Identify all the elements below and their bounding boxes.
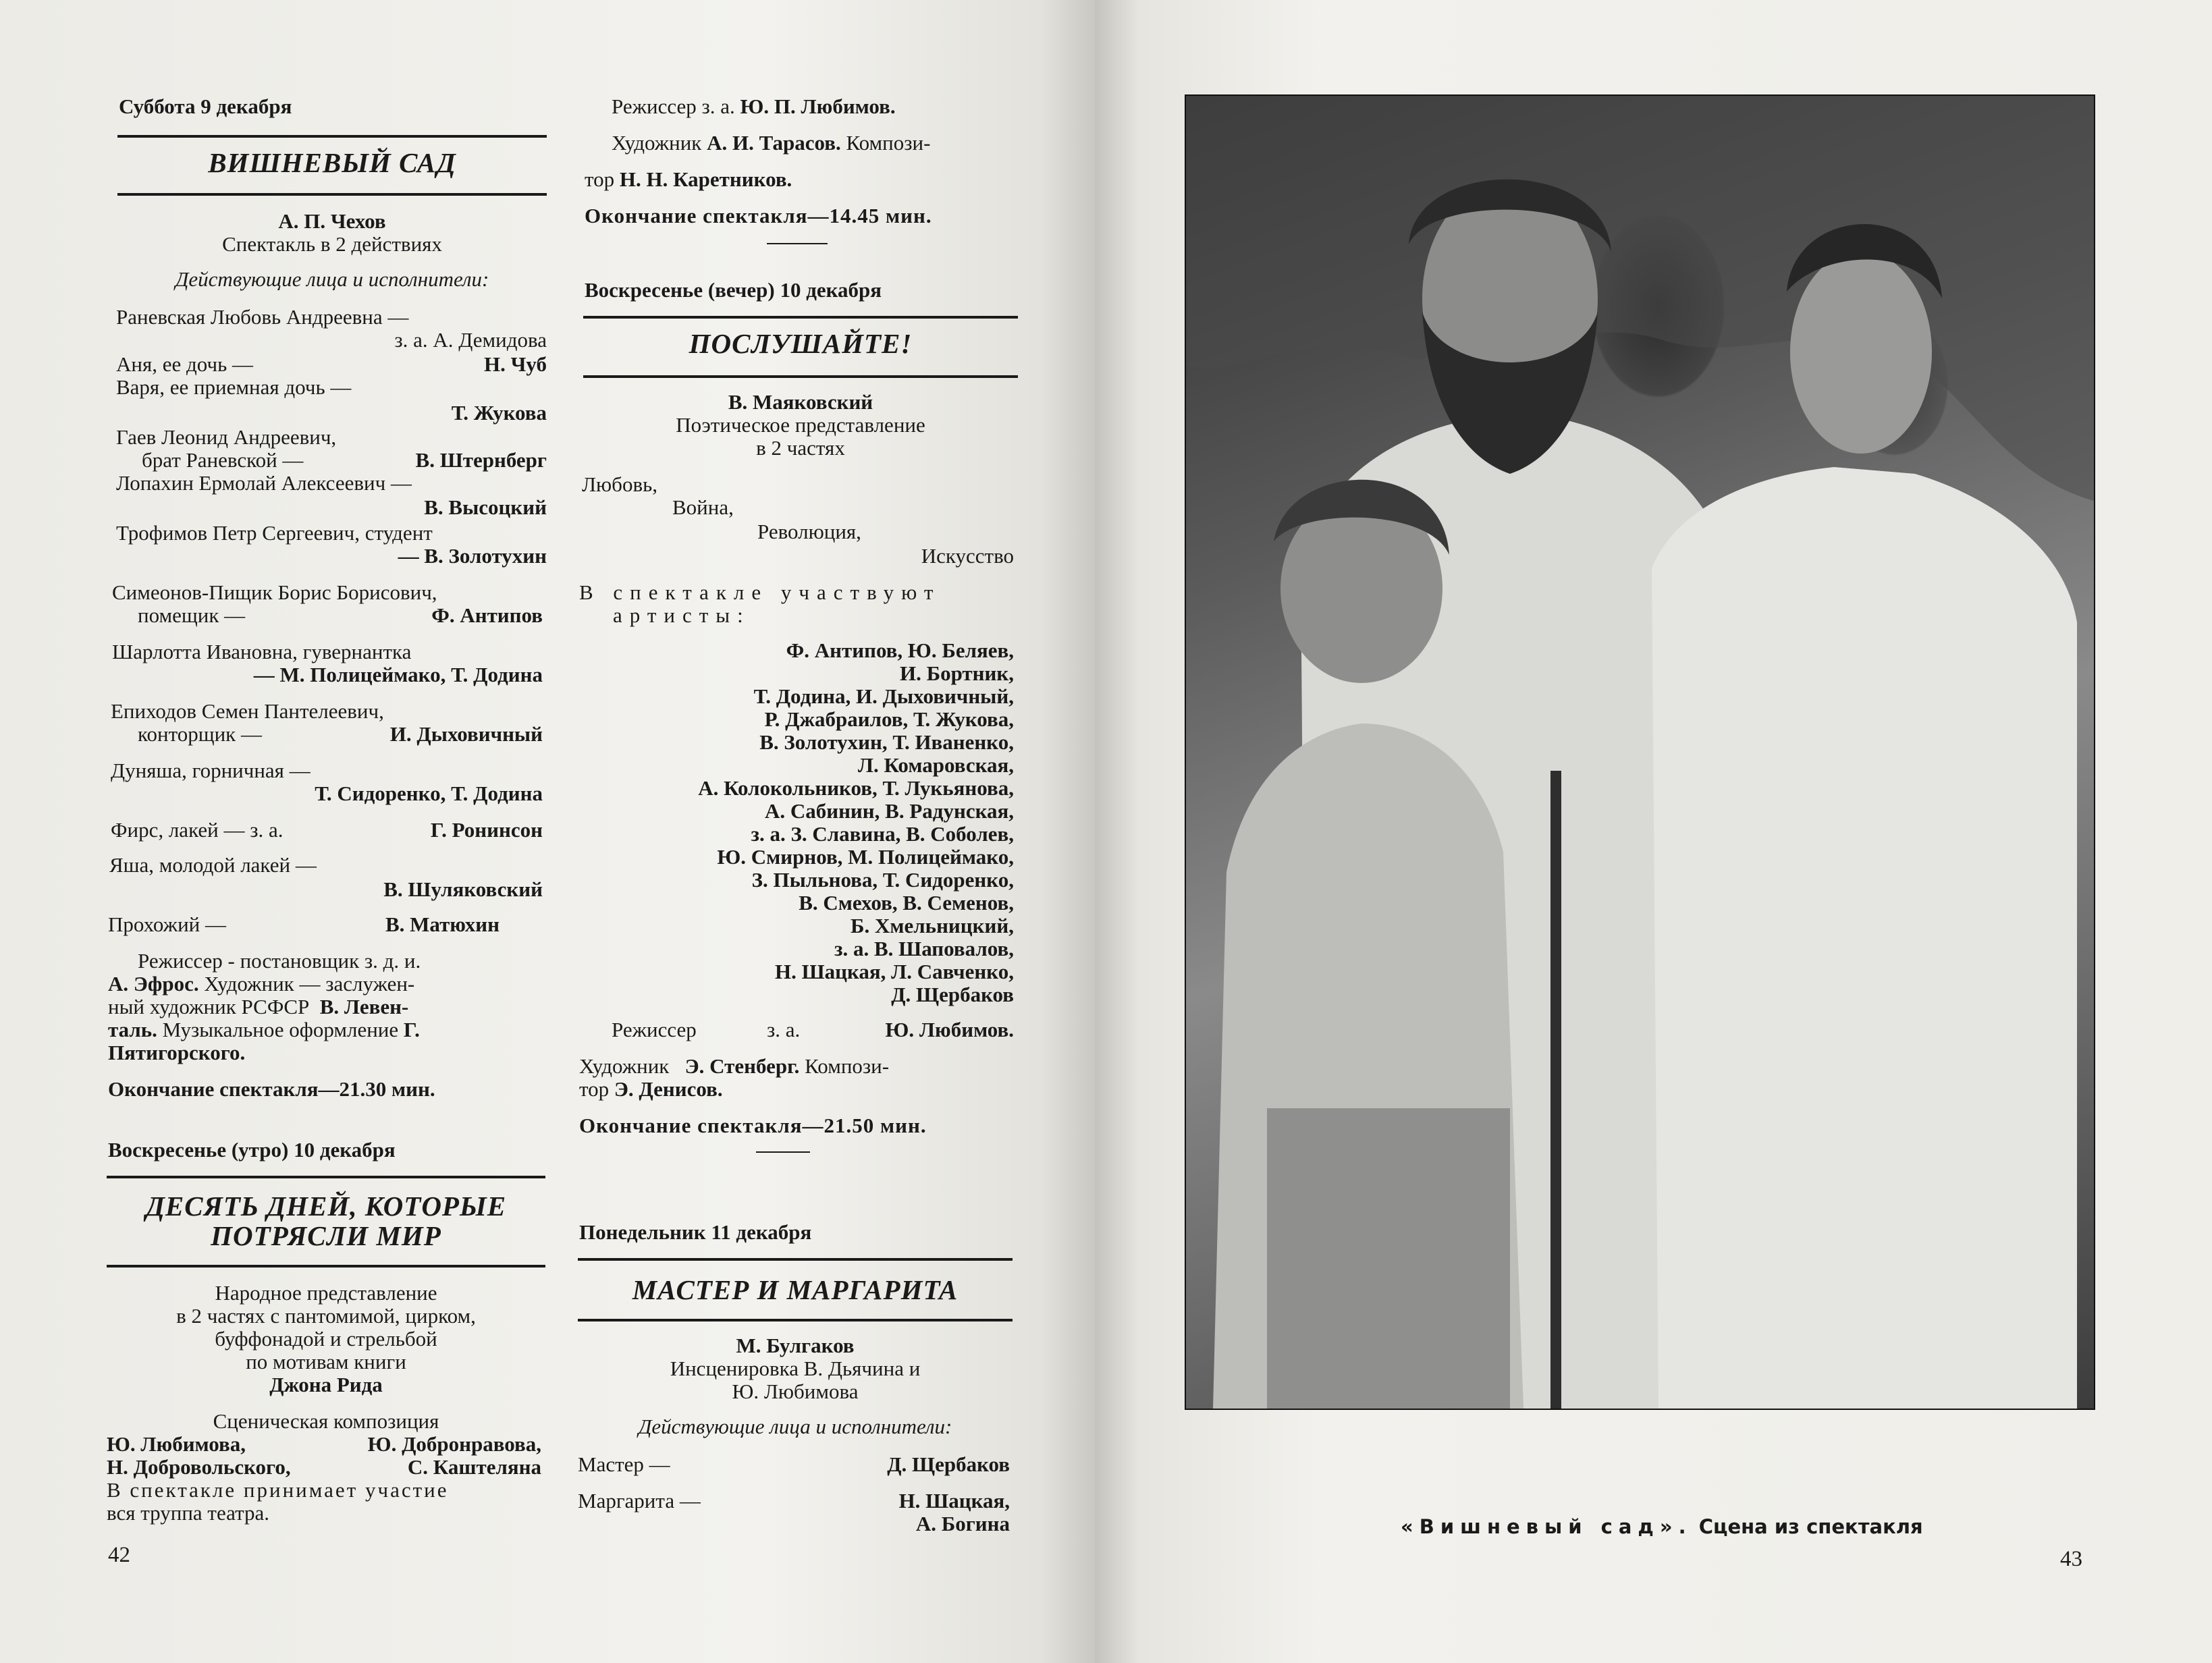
credit-name: Э. Стенберг.: [684, 1054, 800, 1078]
credit-text: Музыкальное оформление: [162, 1018, 399, 1041]
play-author: В. Маяковский: [728, 390, 873, 414]
credit-line: [612, 131, 930, 155]
role: Трофимов Петр Сергеевич, студент: [116, 521, 433, 545]
participants-line: Д. Щербаков: [891, 983, 1014, 1006]
credit-text: Режиссер - постановщик з. д. и.: [138, 949, 421, 973]
short-divider: [767, 243, 828, 244]
role: Шарлотта Ивановна, гувернантка: [112, 640, 412, 663]
credit-name: Пятигорского.: [108, 1041, 246, 1064]
actor: Н. Чуб: [484, 352, 547, 376]
participants-heading: артисты:: [613, 603, 751, 627]
credit-text: Художник: [612, 131, 702, 155]
play-desc: по мотивам книги: [246, 1350, 406, 1373]
credit-name: А. И. Тарасов.: [707, 131, 841, 155]
credit-line: [108, 1018, 420, 1042]
composition-heading: Сценическая композиция: [213, 1409, 439, 1433]
actor: И. Дыховичный: [389, 722, 543, 746]
credit-text: з. а.: [767, 1018, 801, 1041]
composition-text: вся труппа театра.: [107, 1501, 270, 1525]
actor: В. Шуляковский: [383, 877, 543, 901]
play-desc-author: Джона Рида: [269, 1373, 383, 1396]
divider: [107, 1265, 545, 1267]
participants-line: Р. Джабраилов, Т. Жукова,: [764, 707, 1014, 731]
stage-photo: [1185, 94, 2095, 1410]
day-heading: Суббота 9 декабря: [119, 94, 292, 118]
composition-name: С. Каштеляна: [407, 1455, 541, 1479]
role: Раневская Любовь Андреевна —: [116, 305, 409, 329]
credit-name: Н. Н. Каретников.: [619, 167, 792, 191]
actor: — В. Золотухин: [398, 544, 547, 568]
credit-line: [579, 1054, 889, 1079]
credit-text: Художник: [579, 1054, 670, 1078]
divider: [578, 1258, 1013, 1261]
role: Варя, ее приемная дочь —: [116, 375, 352, 399]
actor: Г. Ронинсон: [430, 818, 543, 842]
composition-name: Н. Добровольского,: [107, 1455, 291, 1479]
credit-text: тор: [585, 167, 615, 191]
participants-line: Т. Додина, И. Дыховичный,: [753, 684, 1014, 708]
cast-heading: Действующие лица и исполнители:: [175, 267, 489, 291]
page-number: 43: [2060, 1547, 2082, 1571]
actor: В. Высоцкий: [424, 495, 547, 519]
credit-line: [108, 972, 414, 996]
role: Мастер —: [578, 1452, 670, 1476]
divider: [583, 375, 1018, 378]
divider: [583, 316, 1018, 319]
role: Симеонов-Пищик Борис Борисович,: [112, 580, 437, 604]
credit-name: А. Эфрос.: [108, 972, 199, 996]
play-ending: Окончание спектакля—14.45 мин.: [585, 204, 932, 227]
play-author: А. П. Чехов: [278, 209, 386, 233]
participants-line: И. Бортник,: [899, 661, 1014, 685]
play-subtitle: Спектакль в 2 действиях: [222, 232, 442, 256]
caption-text: Сцена из спектакля: [1698, 1515, 1923, 1538]
credit-text: Компози-: [805, 1054, 890, 1078]
credit-text: Компози-: [846, 131, 931, 155]
photo-caption: [1401, 1515, 1923, 1538]
role: помещик —: [138, 603, 246, 627]
composition-name: Ю. Любимова,: [107, 1432, 246, 1456]
participants-line: Ф. Антипов, Ю. Беляев,: [786, 638, 1014, 662]
divider: [107, 1176, 545, 1178]
actor: Ф. Антипов: [431, 603, 543, 627]
participants-line: В. Золотухин, Т. Иваненко,: [759, 730, 1014, 754]
credit-name: Ю. П. Любимов.: [740, 94, 896, 118]
participants-heading: В спектакле участвуют: [579, 580, 941, 604]
participants-line: Л. Комаровская,: [857, 753, 1014, 777]
divider: [578, 1319, 1013, 1321]
role: Лопахин Ермолай Алексеевич —: [116, 471, 412, 495]
theme: Война,: [672, 495, 734, 519]
photo-illustration: [1186, 96, 2094, 1409]
day-heading: Воскресенье (вечер) 10 декабря: [585, 278, 882, 302]
day-heading: Воскресенье (утро) 10 декабря: [108, 1138, 396, 1162]
play-title: ВИШНЕВЫЙ САД: [208, 147, 456, 178]
divider: [117, 193, 547, 196]
theme: Искусство: [921, 544, 1014, 568]
role: конторщик —: [138, 722, 262, 746]
participants-line: Ю. Смирнов, М. Полицеймако,: [717, 845, 1014, 869]
participants-line: В. Смехов, В. Семенов,: [799, 891, 1014, 915]
participants-line: А. Колокольников, Т. Лукьянова,: [698, 776, 1014, 800]
credit-line: [108, 995, 408, 1019]
short-divider: [756, 1151, 810, 1153]
credit-name: таль.: [108, 1018, 157, 1041]
participants-line: А. Сабинин, В. Радунская,: [764, 799, 1014, 823]
theme: Революция,: [757, 520, 861, 543]
divider: [117, 135, 547, 138]
play-adaptation: Инсценировка В. Дьячина и: [670, 1357, 921, 1380]
theme: Любовь,: [582, 472, 657, 496]
credit-line: [612, 94, 896, 119]
actor: Д. Щербаков: [887, 1452, 1010, 1476]
credit-text: ный художник РСФСР: [108, 995, 310, 1018]
actor: — М. Полицеймако, Т. Додина: [253, 663, 543, 686]
credit-text: Режиссер з. а.: [612, 94, 735, 118]
actor: А. Богина: [915, 1512, 1010, 1535]
role: Епиходов Семен Пантелеевич,: [111, 699, 384, 723]
actor: Т. Сидоренко, Т. Додина: [315, 782, 543, 805]
credit-text: Режиссер: [612, 1018, 697, 1041]
role: Фирс, лакей — з. а.: [111, 818, 284, 842]
role: Дуняша, горничная —: [111, 759, 311, 782]
credit-line: [585, 167, 792, 192]
participants-line: з. а. В. Шаповалов,: [834, 937, 1014, 960]
page-left: [0, 0, 1095, 1663]
participants-line: Б. Хмельницкий,: [851, 914, 1014, 937]
credit-name: Г.: [403, 1018, 420, 1041]
credit-text: тор: [579, 1077, 610, 1101]
play-desc: в 2 частях с пантомимой, цирком,: [176, 1304, 476, 1328]
play-title: МАСТЕР И МАРГАРИТА: [632, 1274, 959, 1305]
credit-name: Ю. Любимов.: [885, 1018, 1014, 1041]
credit-name: В. Левен-: [319, 995, 409, 1018]
play-title-line1: ДЕСЯТЬ ДНЕЙ, КОТОРЫЕ: [145, 1191, 507, 1222]
composition-text: В спектакле принимает участие: [107, 1478, 449, 1502]
caption-title: «Вишневый сад».: [1401, 1515, 1692, 1538]
day-heading: Понедельник 11 декабря: [579, 1220, 812, 1244]
actor: з. а. А. Демидова: [394, 328, 547, 352]
cast-heading: Действующие лица и исполнители:: [638, 1415, 952, 1438]
actor: В. Штернберг: [415, 448, 547, 472]
participants-line: З. Пыльнова, Т. Сидоренко,: [751, 868, 1014, 892]
play-title-line2: ПОТРЯСЛИ МИР: [211, 1220, 441, 1251]
participants-line: Н. Шацкая, Л. Савченко,: [774, 960, 1014, 983]
actor: В. Матюхин: [385, 912, 500, 936]
credit-name: Э. Денисов.: [614, 1077, 723, 1101]
role: брат Раневской —: [142, 448, 304, 472]
play-ending: Окончание спектакля—21.30 мин.: [108, 1077, 435, 1101]
play-title: ПОСЛУШАЙТЕ!: [689, 328, 913, 359]
role: Маргарита —: [578, 1489, 701, 1512]
actor: Т. Жукова: [451, 401, 547, 425]
credit-text: Художник — заслужен-: [204, 972, 415, 996]
play-ending: Окончание спектакля—21.50 мин.: [579, 1114, 927, 1137]
role: Прохожий —: [108, 912, 227, 936]
page-number: 42: [108, 1543, 130, 1567]
play-desc: буффонадой и стрельбой: [215, 1327, 437, 1351]
play-desc: Народное представление: [215, 1281, 437, 1305]
role: Аня, ее дочь —: [116, 352, 253, 376]
composition-name: Ю. Добронравова,: [367, 1432, 541, 1456]
play-author: М. Булгаков: [736, 1334, 855, 1357]
play-subtitle: в 2 частях: [756, 436, 845, 460]
credit-line: [579, 1077, 723, 1101]
role: Яша, молодой лакей —: [109, 853, 317, 877]
role: Гаев Леонид Андреевич,: [116, 425, 337, 449]
participants-line: з. а. З. Славина, В. Соболев,: [751, 822, 1014, 846]
actor: Н. Шацкая,: [898, 1489, 1010, 1512]
play-adaptation: Ю. Любимова: [732, 1380, 859, 1403]
play-subtitle: Поэтическое представление: [676, 413, 925, 437]
